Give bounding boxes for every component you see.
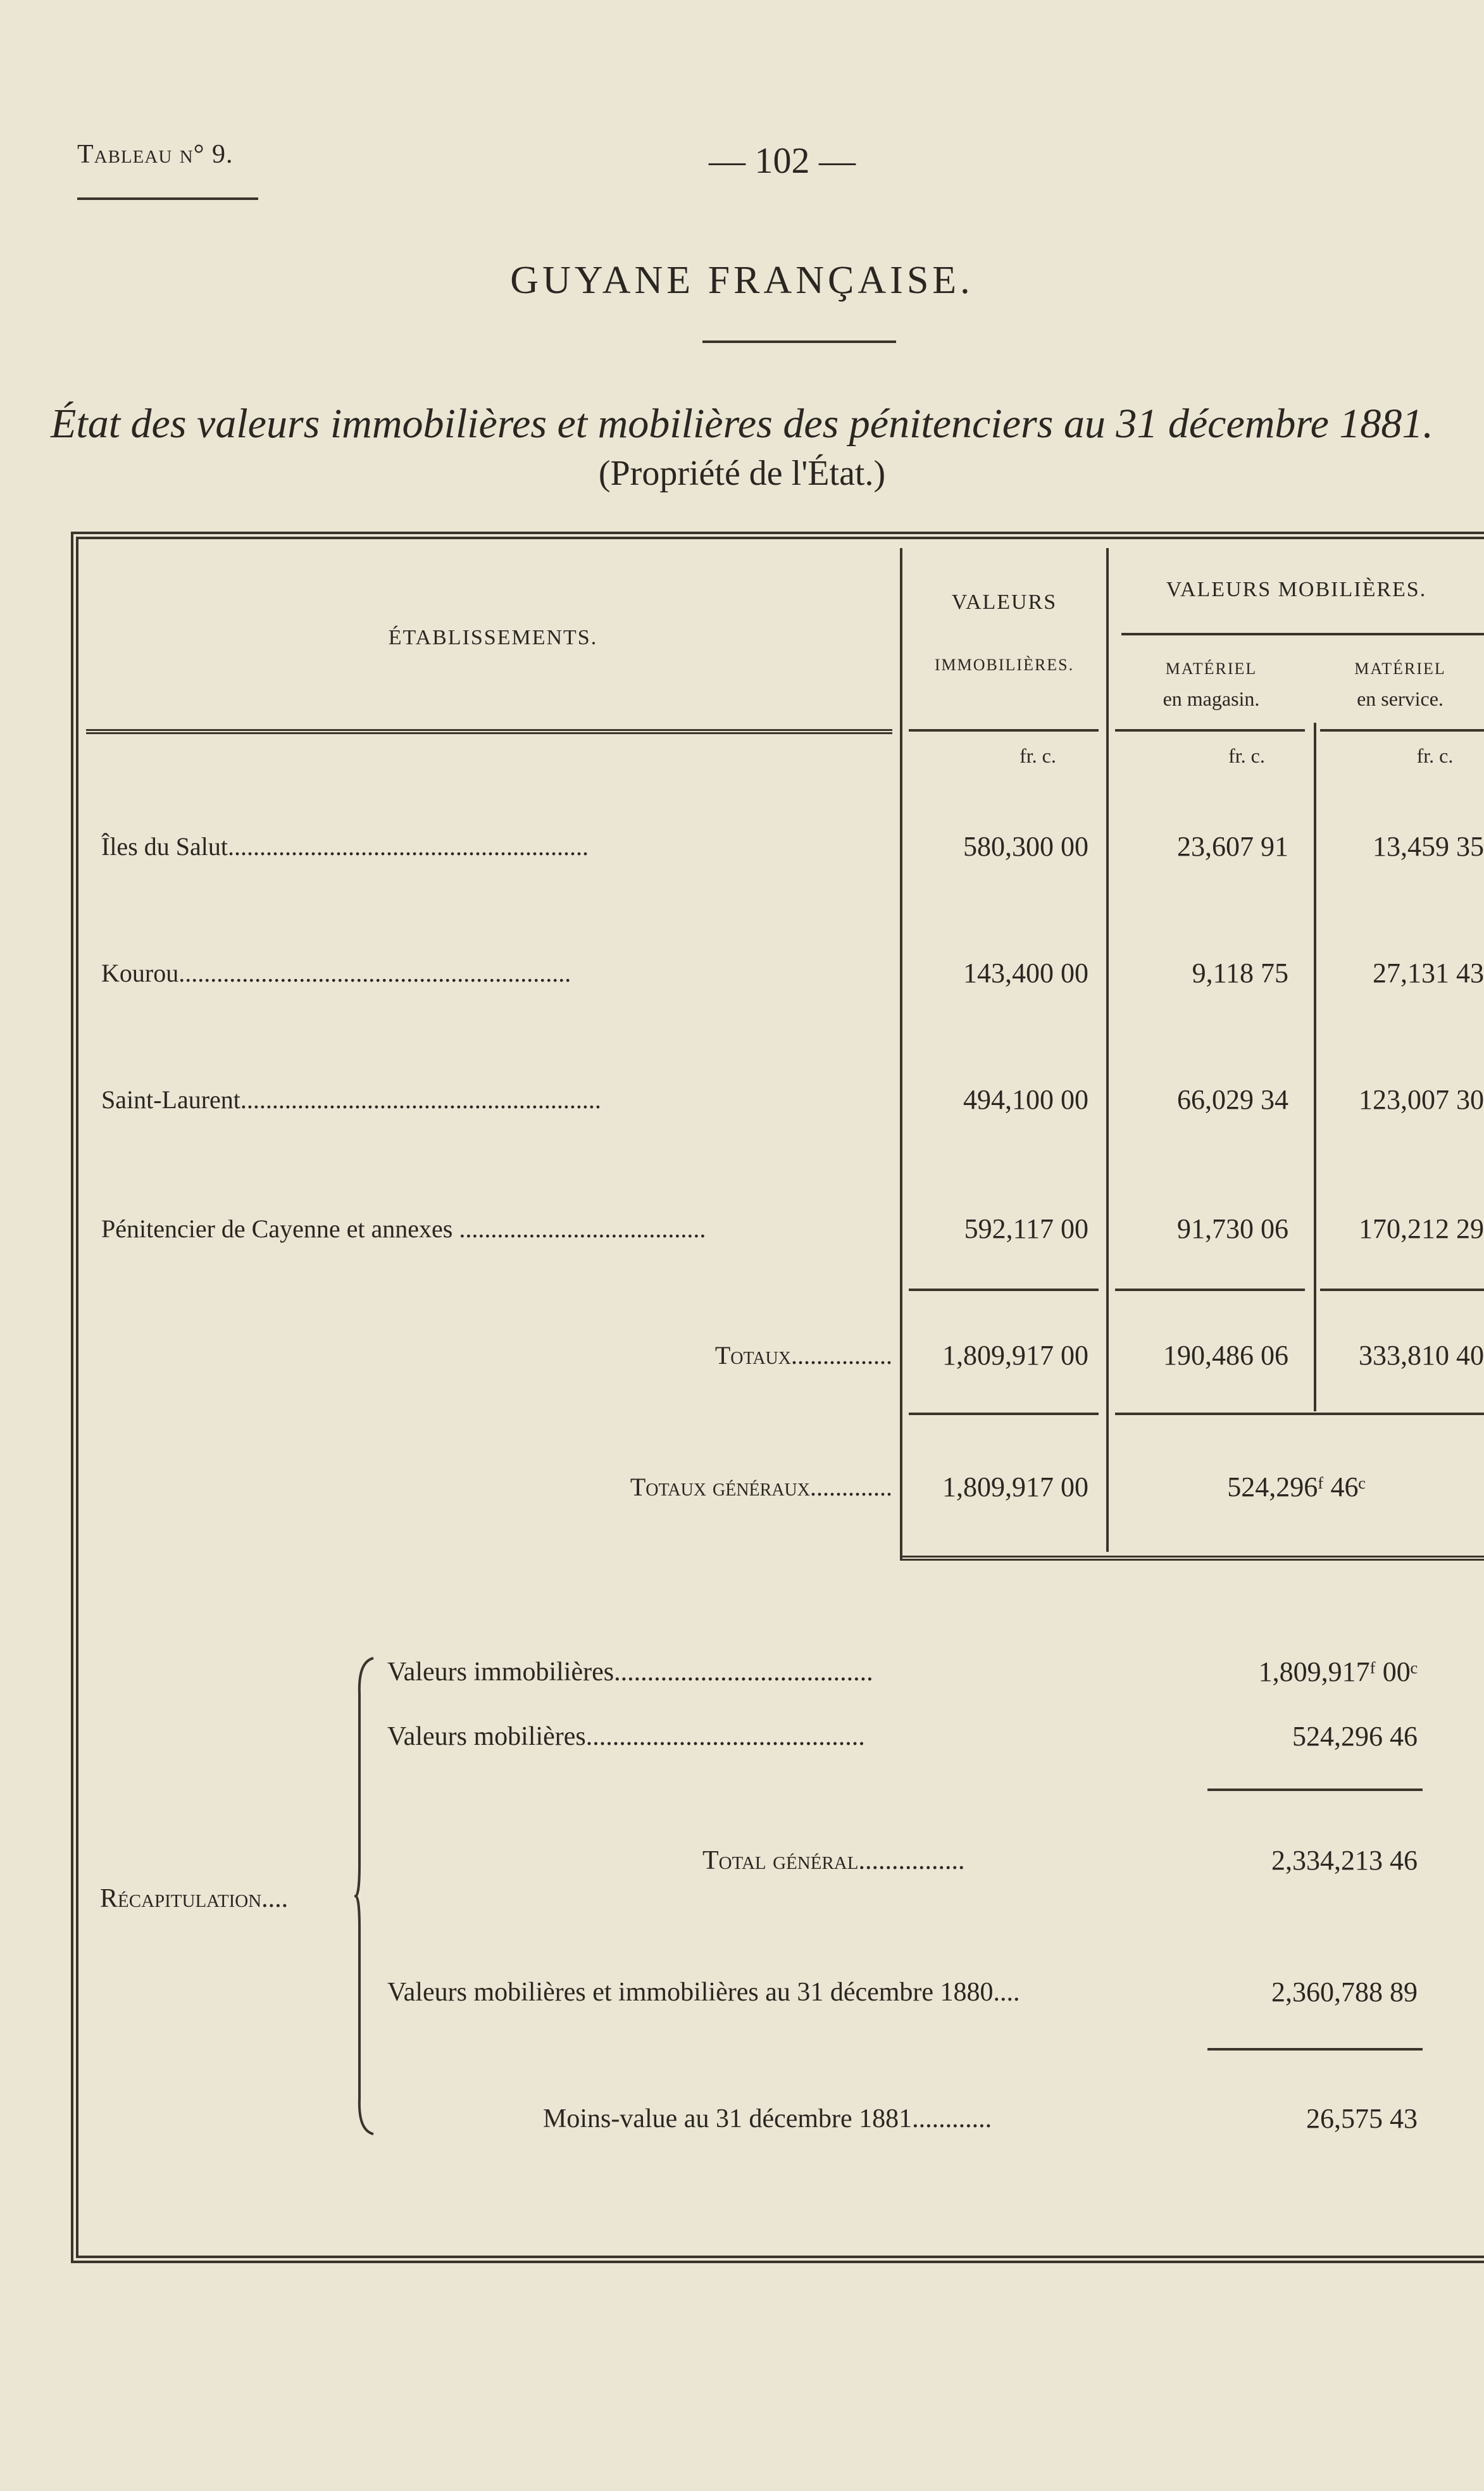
subtotal-rule-service <box>1320 1289 1484 1291</box>
page-number: — 102 — <box>709 140 856 181</box>
recap-real-estate-value: 1,809,917ᶠ 00ᶜ <box>1258 1656 1418 1687</box>
unit-real: fr. c. <box>1019 744 1056 767</box>
header-rule-real <box>909 729 1099 732</box>
totals-stock: 190,486 06 <box>1163 1340 1288 1371</box>
recap-rule-1 <box>1207 1789 1423 1791</box>
recap-total-value: 2,334,213 46 <box>1271 1845 1418 1876</box>
table-label: Tableau n° 9. <box>77 140 234 169</box>
recap-movable-value: 524,296 46 <box>1292 1721 1418 1752</box>
grand-totals-movable: 524,296ᶠ 46ᶜ <box>1227 1471 1366 1502</box>
row-name: Kourou.............................................................. <box>101 959 571 987</box>
header-rule-service <box>1320 729 1484 732</box>
row-real-value: 580,300 00 <box>963 831 1088 862</box>
row-service-value: 123,007 30 <box>1359 1084 1484 1115</box>
header-stock: MATÉRIEL <box>1165 659 1257 678</box>
header-service: MATÉRIEL <box>1354 659 1446 678</box>
row-real-value: 143,400 00 <box>963 958 1088 989</box>
recap-movable-text: Valeurs mobilières.......................................... <box>387 1722 865 1751</box>
row-stock-value: 9,118 75 <box>1192 958 1288 989</box>
total-rule-real <box>909 1413 1099 1415</box>
recap-label: Récapitulation.... <box>100 1884 289 1913</box>
header-real-estate: VALEURS <box>951 590 1057 614</box>
totals-real: 1,809,917 00 <box>942 1340 1088 1371</box>
header-movable: VALEURS MOBILIÈRES. <box>1166 578 1427 601</box>
row-service-value: 170,212 29 <box>1359 1213 1484 1244</box>
title-rule <box>702 340 896 343</box>
movable-header-rule <box>1121 633 1484 635</box>
unit-service: fr. c. <box>1416 744 1454 767</box>
recap-real-estate-text: Valeurs immobilières....................................... <box>387 1658 873 1687</box>
row-name: Saint-Laurent......................................................... <box>101 1085 601 1114</box>
table-bottom-rule <box>900 1556 1484 1561</box>
unit-stock: fr. c. <box>1228 744 1265 767</box>
row-stock-value: 23,607 91 <box>1177 831 1288 862</box>
table-label-rule <box>77 197 258 200</box>
recap-rule-2 <box>1207 2048 1423 2051</box>
row-real-value: 494,100 00 <box>963 1084 1088 1115</box>
document-subtitle: État des valeurs immobilières et mobilières des pénitenciers au 31 décembre 1881. <box>51 401 1433 447</box>
totals-service: 333,810 40 <box>1359 1340 1484 1371</box>
recap-previous-text: Valeurs mobilières et immobilières au 31 décembre 1880.... <box>387 1978 1020 2007</box>
row-name: Îles du Salut......................................................... <box>101 832 589 861</box>
row-service-value: 13,459 35 <box>1373 831 1484 862</box>
header-bottom-rule <box>86 729 892 734</box>
recap-decrease-text: Moins-value au 31 décembre 1881............ <box>543 2104 992 2133</box>
row-service-value: 27,131 43 <box>1373 958 1484 989</box>
recap-decrease-value: 26,575 43 <box>1306 2103 1418 2134</box>
grand-totals-real: 1,809,917 00 <box>942 1471 1088 1502</box>
header-stock-sub: en magasin. <box>1163 687 1260 710</box>
column-divider-3 <box>1314 723 1316 1411</box>
total-rule-movable <box>1115 1413 1484 1415</box>
header-rule-stock <box>1115 729 1305 732</box>
totals-label: Totaux................ <box>714 1341 892 1370</box>
subtotal-rule-stock <box>1115 1289 1305 1291</box>
recap-brace <box>354 1656 376 2137</box>
recap-total-text: Total général................ <box>702 1846 965 1875</box>
row-stock-value: 66,029 34 <box>1177 1084 1288 1115</box>
row-stock-value: 91,730 06 <box>1177 1213 1288 1244</box>
column-divider-1 <box>900 548 902 1561</box>
header-real-estate-sub: IMMOBILIÈRES. <box>934 656 1075 674</box>
row-real-value: 592,117 00 <box>964 1213 1088 1244</box>
header-service-sub: en service. <box>1357 687 1443 710</box>
subtotal-rule-real <box>909 1289 1099 1291</box>
row-name: Pénitencier de Cayenne et annexes ....................................... <box>101 1214 706 1243</box>
header-establishments: ÉTABLISSEMENTS. <box>388 626 598 649</box>
grand-totals-label: Totaux généraux............. <box>630 1473 892 1501</box>
document-title: GUYANE FRANÇAISE. <box>510 259 974 302</box>
recap-previous-value: 2,360,788 89 <box>1271 1976 1418 2007</box>
document-note: (Propriété de l'État.) <box>598 454 886 493</box>
